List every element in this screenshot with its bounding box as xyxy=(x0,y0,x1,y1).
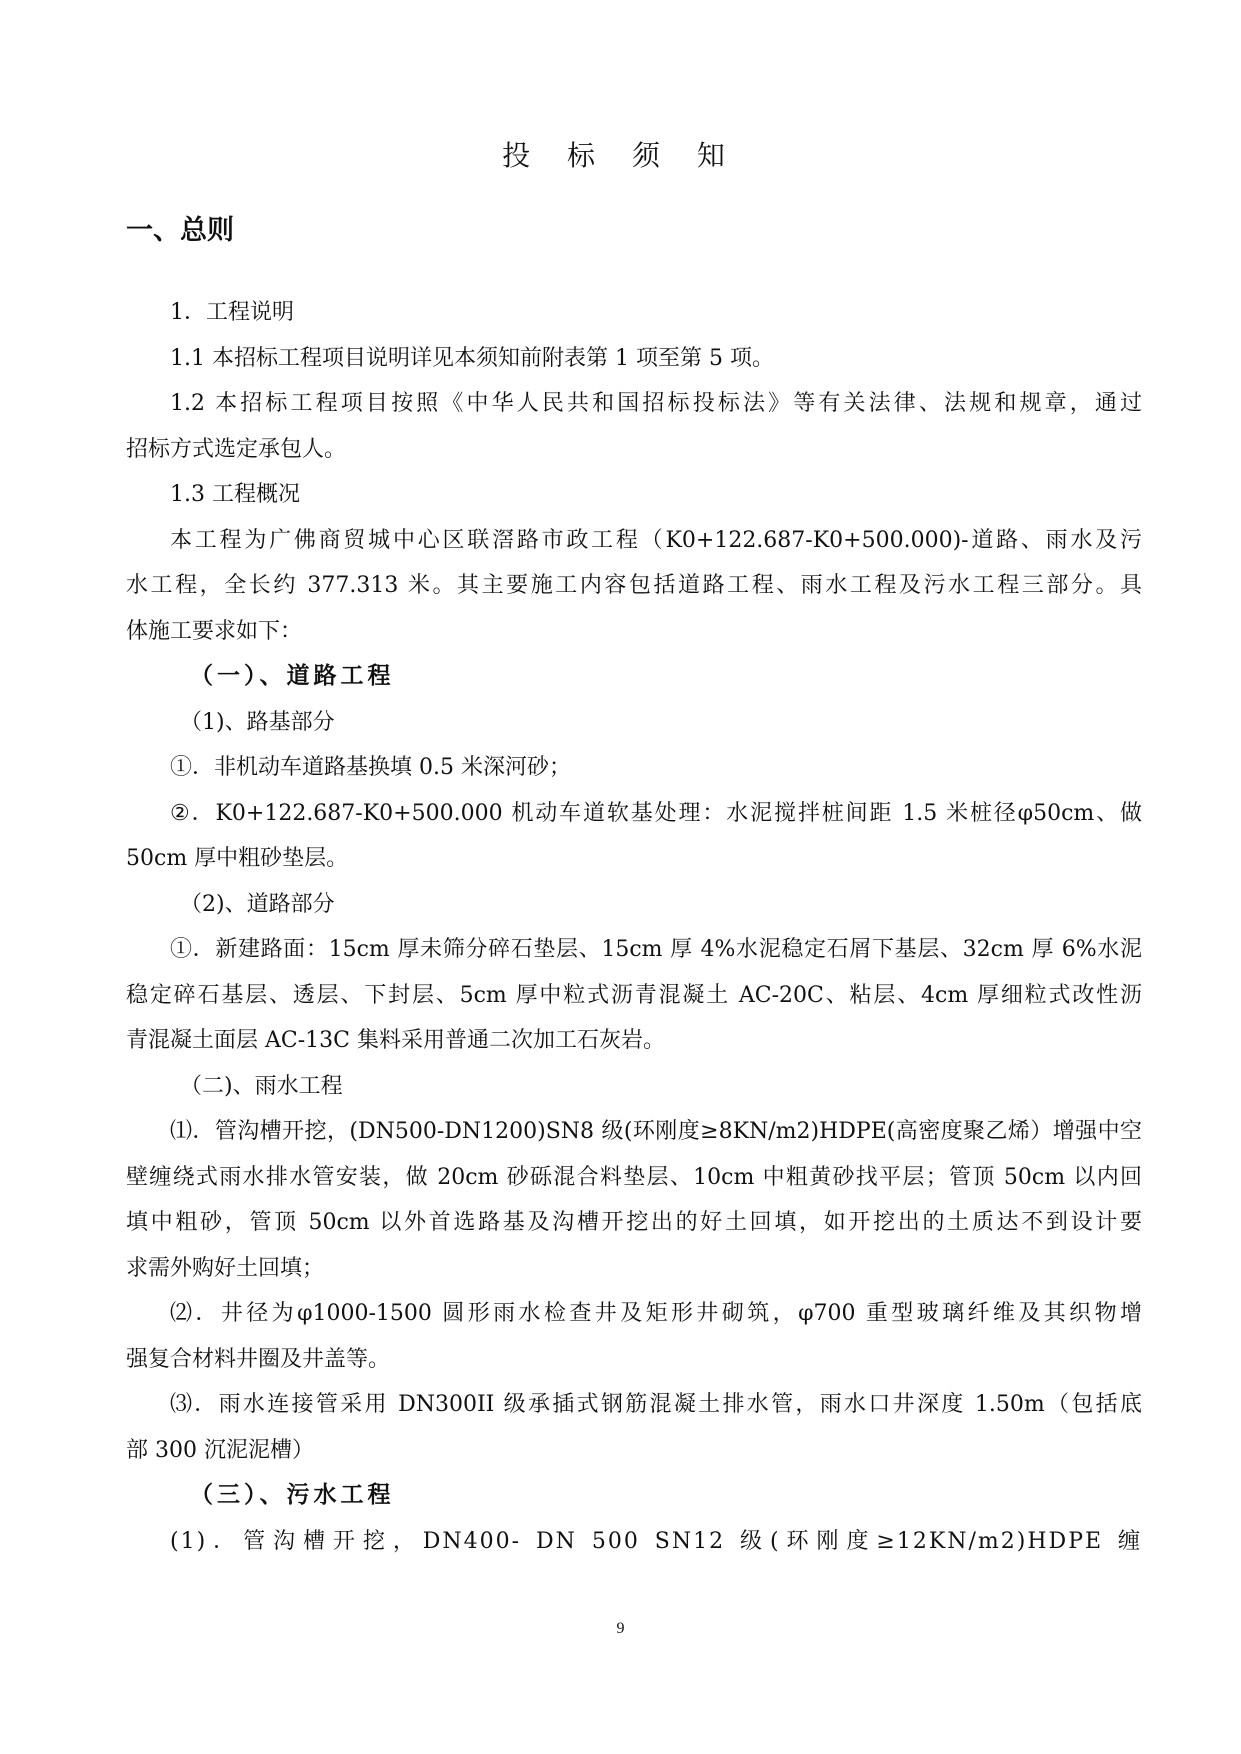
paragraph: （二)、雨水工程 xyxy=(180,1073,343,1099)
paragraph: 1.1 本招标工程项目说明详见本须知前附表第 1 项至第 5 项。 xyxy=(170,345,774,371)
document-title: 投 标 须 知 xyxy=(502,139,739,172)
page-number: 9 xyxy=(616,1620,625,1637)
paragraph: 部 300 沉泥泥槽） xyxy=(126,1437,314,1463)
section-heading: 一、总则 xyxy=(126,215,234,246)
paragraph: 壁缠绕式雨水排水管安装，做 20cm 砂砾混合料垫层、10cm 中粗黄砂找平层；管顶 50cm 以内回 xyxy=(126,1164,1142,1190)
paragraph: (1)．管沟槽开挖，DN400- DN 500 SN12 级(环刚度≥12KN/m2)HDPE 缠 xyxy=(170,1528,1142,1554)
paragraph: 1.2 本招标工程项目按照《中华人民共和国招标投标法》等有关法律、法规和规章，通过 xyxy=(170,391,1142,416)
paragraph: 强复合材料井圈及井盖等。 xyxy=(126,1346,391,1372)
paragraph: 50cm 厚中粗砂垫层。 xyxy=(126,846,349,871)
document-body xyxy=(126,290,1142,1564)
paragraph: 填中粗砂，管顶 50cm 以外首选路基及沟槽开挖出的好土回填，如开挖出的土质达不到设计要 xyxy=(126,1210,1142,1235)
paragraph: ①．新建路面：15cm 厚未筛分碎石垫层、15cm 厚 4%水泥稳定石屑下基层、32cm 厚 6%水泥 xyxy=(170,937,1142,962)
paragraph: ①．非机动车道路基换填 0.5 米深河砂； xyxy=(170,755,571,780)
paragraph: 1.3 工程概况 xyxy=(170,482,300,507)
paragraph: 体施工要求如下： xyxy=(126,618,303,644)
paragraph: 本工程为广佛商贸城中心区联滘路市政工程（K0+122.687-K0+500.000)-道路、雨水及污 xyxy=(170,527,1142,553)
paragraph: 稳定碎石基层、透层、下封层、5cm 厚中粒式沥青混凝土 AC-20C、粘层、4cm 厚细粒式改性沥 xyxy=(126,982,1142,1008)
paragraph: 1．工程说明 xyxy=(170,300,294,325)
paragraph: ⑵．井径为φ1000-1500 圆形雨水检查井及矩形井砌筑，φ700 重型玻璃纤维及其织物增 xyxy=(170,1301,1142,1326)
paragraph: 青混凝土面层 AC-13C 集料采用普通二次加工石灰岩。 xyxy=(126,1028,665,1053)
paragraph: （1)、路基部分 xyxy=(180,709,335,735)
paragraph: 水工程，全长约 377.313 米。其主要施工内容包括道路工程、雨水工程及污水工程三部分。具 xyxy=(126,573,1142,598)
subsection-heading: （三）、污水工程 xyxy=(190,1482,395,1508)
paragraph: 求需外购好土回填； xyxy=(126,1255,325,1281)
paragraph: ⑶．雨水连接管采用 DN300II 级承插式钢筋混凝土排水管，雨水口井深度 1.50m（包括底 xyxy=(170,1392,1142,1417)
paragraph: （2)、道路部分 xyxy=(180,891,335,917)
paragraph: ⑴．管沟槽开挖，(DN500-DN1200)SN8 级(环刚度≥8KN/m2)HDPE(高密度聚乙烯）增强中空 xyxy=(170,1119,1142,1144)
subsection-heading: （一）、道路工程 xyxy=(190,663,395,689)
paragraph: 招标方式选定承包人。 xyxy=(126,436,347,462)
paragraph: ②．K0+122.687-K0+500.000 机动车道软基处理：水泥搅拌桩间距 1.5 米桩径φ50cm、做 xyxy=(170,800,1142,826)
